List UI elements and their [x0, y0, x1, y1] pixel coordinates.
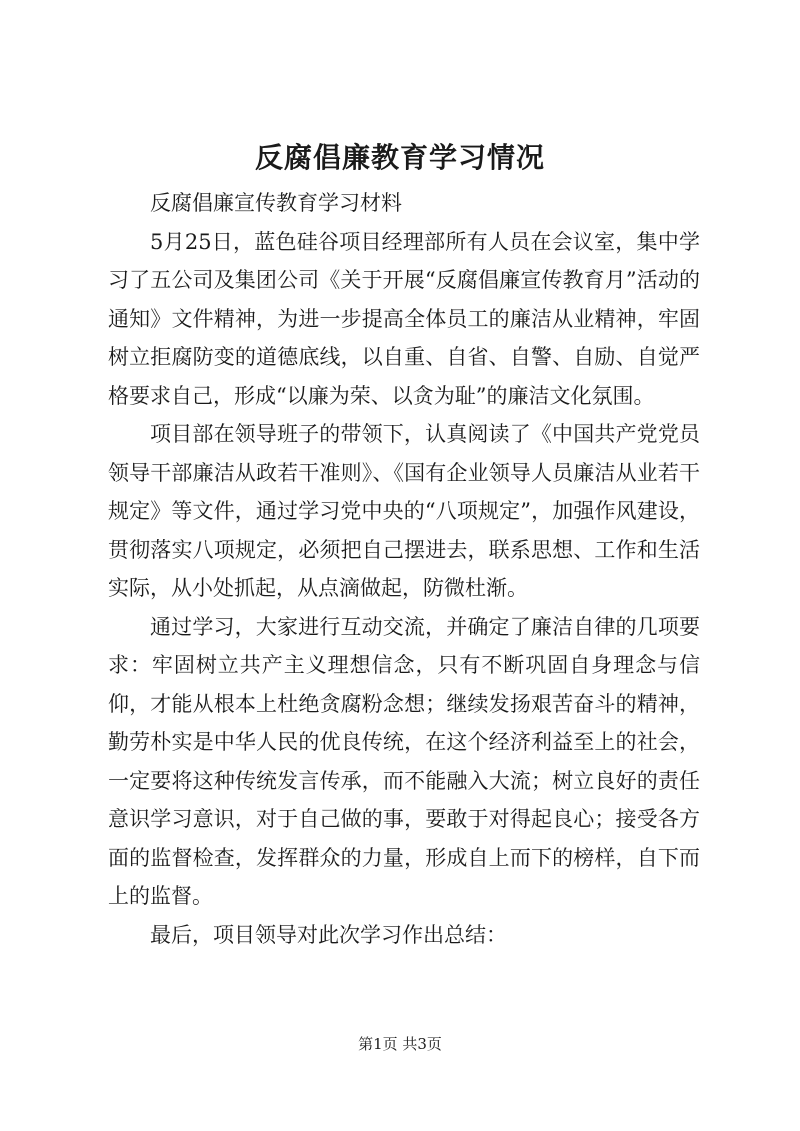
- body-paragraph: 项目部在领导班子的带领下，认真阅读了《中国共产党党员领导干部廉洁从政若干准则》、《国有企业领导人员廉洁从业若干规定》等文件，通过学习党中央的“八项规定”，加强作风建设，贯彻落实八项规定，必须把自己摆进去，联系思想、工作和生活实际，从小处抓起，从点滴做起，防微杜渐。: [108, 422, 700, 600]
- body-paragraph: 5月25日，蓝色硅谷项目经理部所有人员在会议室，集中学习了五公司及集团公司《关于开展“反腐倡廉宣传教育月”活动的通知》文件精神，为进一步提高全体员工的廉洁从业精神，牢固树立拒腐防变的道德底线，以自重、自省、自警、自励、自觉严格要求自己，形成“以廉为荣、以贪为耻”的廉洁文化氛围。: [108, 229, 700, 408]
- document-body: [108, 184, 700, 954]
- page-number-footer: 第1页 共3页: [358, 1035, 442, 1053]
- body-paragraph: 最后，项目领导对此次学习作出总结：: [150, 922, 507, 947]
- document-title: 反腐倡廉教育学习情况: [254, 141, 545, 174]
- body-paragraph: 通过学习，大家进行互动交流，并确定了廉洁自律的几项要求：牢固树立共产主义理想信念，只有不断巩固自身理念与信仰，才能从根本上杜绝贪腐粉念想；继续发扬艰苦奋斗的精神，勤劳朴实是中华人民的优良传统，在这个经济利益至上的社会，一定要将这种传统发言传承，而不能融入大流；树立良好的责任意识学习意识，对于自己做的事，要敢于对得起良心；接受各方面的监督检查，发挥群众的力量，形成自上而下的榜样，自下而上的监督。: [108, 614, 700, 908]
- subtitle-paragraph: 反腐倡廉宣传教育学习材料: [150, 191, 402, 215]
